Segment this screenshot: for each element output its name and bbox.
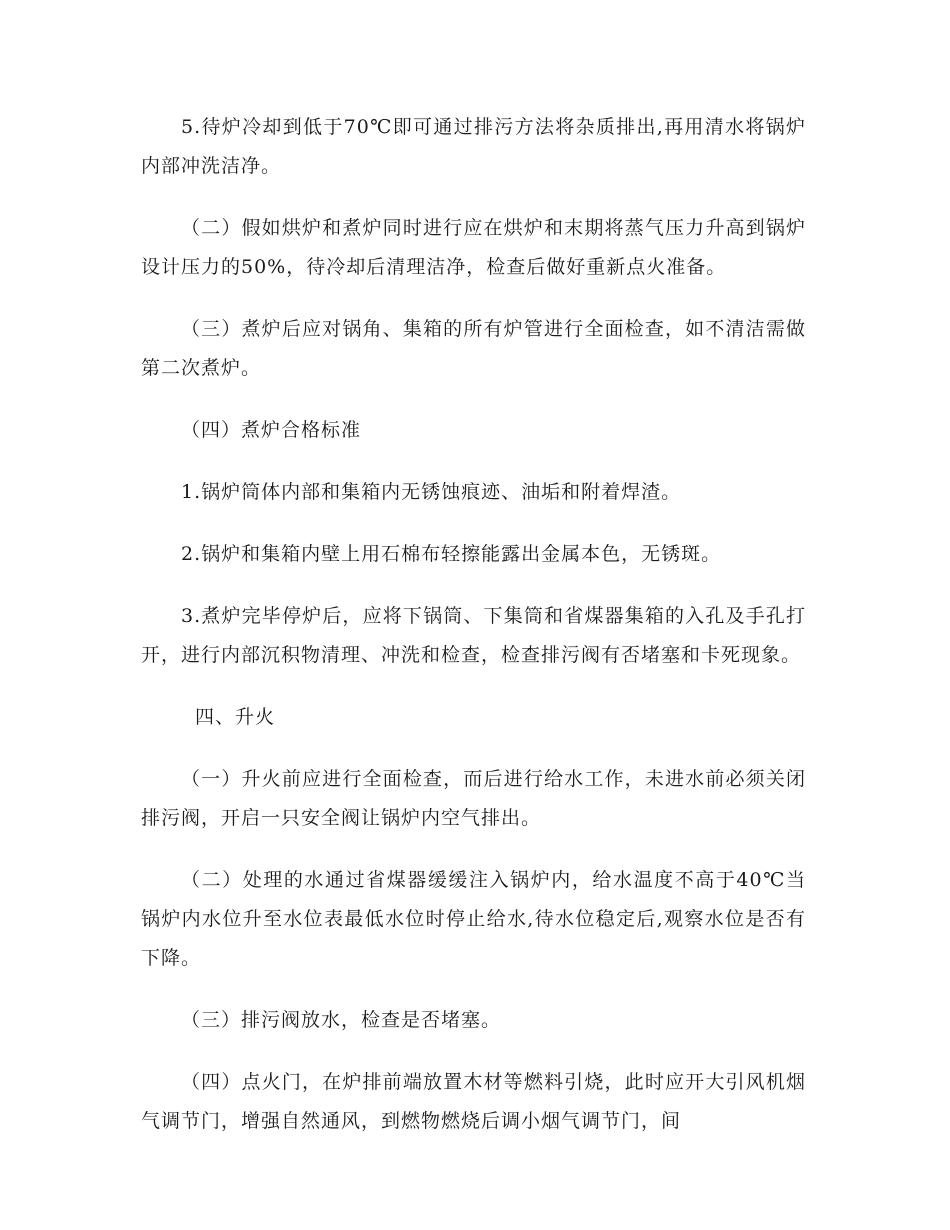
- paragraph-startup-one: （一）升火前应进行全面检查，而后进行给水工作，未进水前必须关闭排污阀，开启一只安全阀让锅炉内空气排出。: [141, 768, 806, 829]
- paragraph-standard-2: 2.锅炉和集箱内壁上用石棉布轻擦能露出金属本色，无锈斑。: [181, 543, 722, 565]
- section-heading-startup: 四、升火: [195, 706, 276, 728]
- paragraph-standard-3: 3.煮炉完毕停炉后，应将下锅筒、下集筒和省煤器集箱的入孔及手孔打开，进行内部沉积物清理、冲洗和检查，检查排污阀有否堵塞和卡死现象。: [141, 605, 806, 666]
- document-body: [141, 108, 806, 1141]
- paragraph-startup-four: （四）点火门，在炉排前端放置木材等燃料引烧，此时应开大引风机烟气调节门，增强自然通风，到燃物燃烧后调小烟气调节门，间: [141, 1071, 806, 1132]
- paragraph-step-5-cooling: 5.待炉冷却到低于70℃即可通过排污方法将杂质排出,再用清水将锅炉内部冲洗洁净。: [141, 116, 806, 177]
- paragraph-startup-two: （二）处理的水通过省煤器缓缓注入锅炉内，给水温度不高于40℃当锅炉内水位升至水位表最低水位时停止给水,待水位稳定后,观察水位是否有下降。: [141, 869, 806, 969]
- paragraph-four-standard-heading: （四）煮炉合格标准: [181, 419, 362, 441]
- paragraph-startup-three: （三）排污阀放水，检查是否堵塞。: [181, 1009, 502, 1031]
- paragraph-standard-1: 1.锅炉筒体内部和集箱内无锈蚀痕迹、油垢和附着焊渣。: [181, 481, 682, 503]
- paragraph-two-simultaneous: （二）假如烘炉和煮炉同时进行应在烘炉和末期将蒸气压力升高到锅炉设计压力的50%，待冷却后清理洁净，检查后做好重新点火准备。: [141, 217, 806, 278]
- paragraph-three-inspection: （三）煮炉后应对锅角、集箱的所有炉管进行全面检查，如不清洁需做第二次煮炉。: [141, 318, 806, 379]
